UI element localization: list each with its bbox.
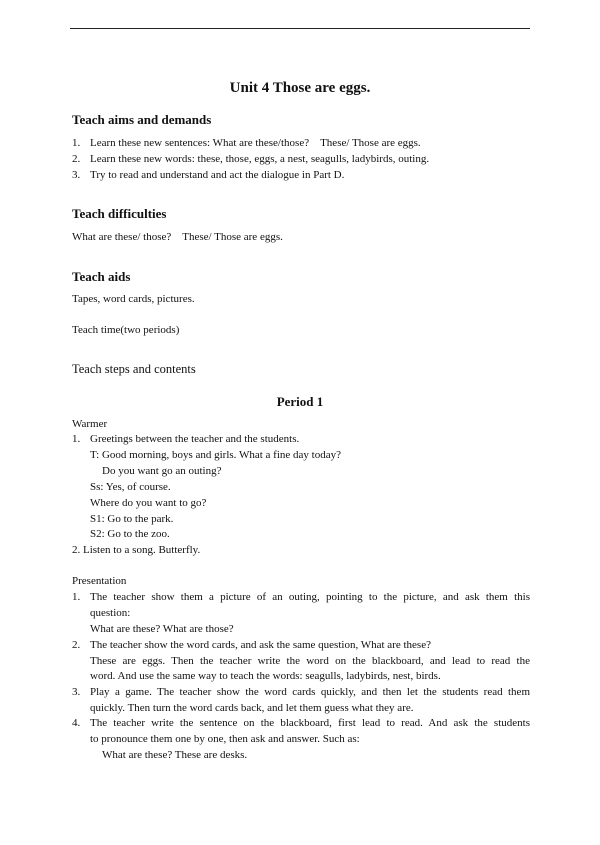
- presentation-line: What are these? What are those?: [90, 623, 234, 635]
- warmer-label: Warmer: [72, 418, 108, 430]
- difficulties-heading: Teach difficulties: [72, 206, 167, 221]
- presentation-line: to pronounce them one by one, then ask and answer. Such as:: [90, 733, 360, 745]
- dialogue-line: T: Good morning, boys and girls. What a fine day today?: [90, 449, 341, 461]
- presentation-line: The teacher show them a picture of an outing, pointing to the picture, and ask them this: [90, 591, 530, 603]
- presentation-line: The teacher write the sentence on the blackboard, first lead to read. And ask the students: [90, 717, 530, 729]
- aids-heading: Teach aids: [72, 269, 131, 284]
- warmer-item: 2. Listen to a song. Butterfly.: [72, 544, 201, 556]
- dialogue-line: Where do you want to go?: [90, 497, 207, 509]
- difficulties-text: What are these/ those? These/ Those are eggs.: [72, 231, 283, 243]
- presentation-line: question:: [90, 607, 131, 619]
- presentation-item-number: 1.: [72, 591, 81, 603]
- header-rule: [70, 28, 530, 29]
- aims-item: Learn these new words: these, those, eggs, a nest, seagulls, ladybirds, outing.: [90, 153, 430, 165]
- aims-heading: Teach aims and demands: [72, 112, 212, 127]
- aims-item: Learn these new sentences: What are these/those? These/ Those are eggs.: [90, 137, 421, 149]
- presentation-line: These are eggs. Then the teacher write the word on the blackboard, and lead to read the: [90, 655, 530, 667]
- presentation-label: Presentation: [72, 575, 127, 587]
- warmer-item-number: 1.: [72, 433, 81, 445]
- document-title: Unit 4 Those are eggs.: [229, 80, 371, 96]
- presentation-item-number: 3.: [72, 686, 81, 698]
- period-heading: Period 1: [276, 394, 324, 409]
- warmer-item: Greetings between the teacher and the students.: [90, 433, 300, 445]
- presentation-line: What are these? These are desks.: [102, 749, 248, 761]
- dialogue-line: S2: Go to the zoo.: [90, 528, 170, 540]
- dialogue-line: Ss: Yes, of course.: [90, 481, 171, 493]
- presentation-line: Play a game. The teacher show the word cards quickly, and then let the students read them: [90, 686, 530, 698]
- aims-item-number: 3.: [72, 169, 81, 181]
- presentation-line: word. And use the same way to teach the words: seagulls, ladybirds, nest, birds.: [90, 670, 441, 682]
- aims-item-number: 1.: [72, 137, 81, 149]
- presentation-item-number: 2.: [72, 639, 81, 651]
- dialogue-line: Do you want go an outing?: [102, 465, 222, 477]
- dialogue-line: S1: Go to the park.: [90, 513, 174, 525]
- presentation-item-number: 4.: [72, 717, 81, 729]
- presentation-line: The teacher show the word cards, and ask the same question, What are these?: [90, 639, 431, 651]
- aims-item: Try to read and understand and act the dialogue in Part D.: [90, 169, 345, 181]
- aids-text: Tapes, word cards, pictures.: [72, 293, 195, 305]
- presentation-line: quickly. Then turn the word cards back, and let them guess what they are.: [90, 702, 414, 714]
- aims-item-number: 2.: [72, 153, 81, 165]
- steps-heading: Teach steps and contents: [72, 362, 196, 376]
- teach-time: Teach time(two periods): [72, 324, 180, 336]
